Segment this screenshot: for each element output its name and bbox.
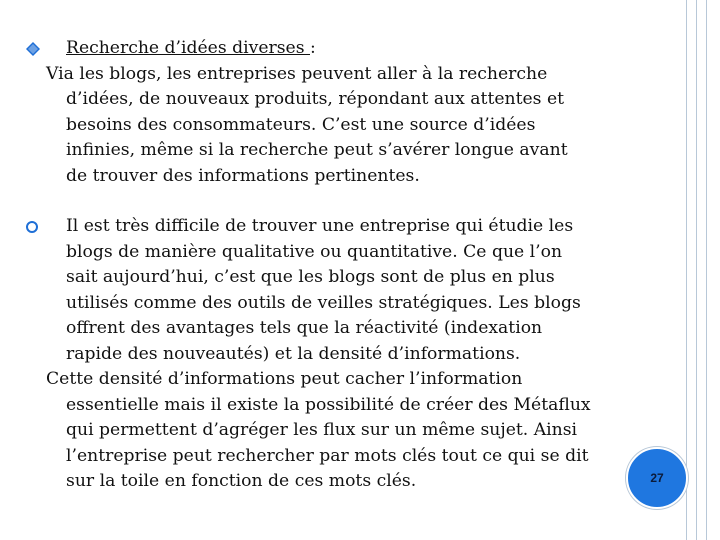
para2-line-3: qui permettent d’agréger les flux sur un même sujet. Ainsi (66, 420, 578, 440)
bullet2-line-4: utilisés comme des outils de veilles stratégiques. Les blogs (66, 292, 581, 313)
para2-line-2: essentielle mais il existe la possibilité de créer des Métaflux (66, 394, 591, 415)
bullet2-line-6: rapide des nouveautés) et la densité d’informations. (66, 343, 521, 364)
right-rule-1 (686, 0, 687, 540)
paragraph-1 (46, 62, 646, 190)
bullet-2 (46, 214, 646, 367)
page-number-badge (626, 447, 688, 509)
circle-bullet-icon (26, 221, 38, 233)
bullet2-line-1: Il est très difficile de trouver une entreprise qui étudie les (66, 216, 574, 236)
diamond-bullet-icon (26, 42, 40, 56)
para1-line-5: de trouver des informations pertinentes. (66, 165, 420, 186)
page-number: 27 (650, 471, 664, 485)
bullet2-line-3: sait aujourd’hui, c’est que les blogs sont de plus en plus (66, 267, 555, 287)
para1-line-1: Via les blogs, les entreprises peuvent aller à la recherche (46, 63, 548, 84)
bullet-1 (46, 36, 646, 62)
slide-body (46, 36, 646, 495)
para1-line-2: d’idées, de nouveaux produits, répondant aux attentes et (66, 89, 565, 109)
right-rule-2 (696, 0, 697, 540)
bullet2-line-5: offrent des avantages tels que la réactivité (indexation (66, 318, 543, 338)
para1-line-3: besoins des consommateurs. C’est une source d’idées (66, 114, 536, 135)
paragraph-2 (46, 367, 646, 495)
para2-line-5: sur la toile en fonction de ces mots clés. (66, 471, 417, 491)
right-rule-3 (706, 0, 707, 540)
para2-line-1: Cette densité d’informations peut cacher l’information (46, 369, 523, 389)
para1-line-4: infinies, même si la recherche peut s’avérer longue avant (66, 140, 568, 160)
bullet2-line-2: blogs de manière qualitative ou quantitative. Ce que l’on (66, 241, 563, 262)
bullet-1-title: Recherche d’idées diverses (66, 38, 310, 58)
para2-line-4: l’entreprise peut rechercher par mots clés tout ce qui se dit (66, 445, 589, 466)
bullet-1-colon: : (310, 38, 316, 58)
